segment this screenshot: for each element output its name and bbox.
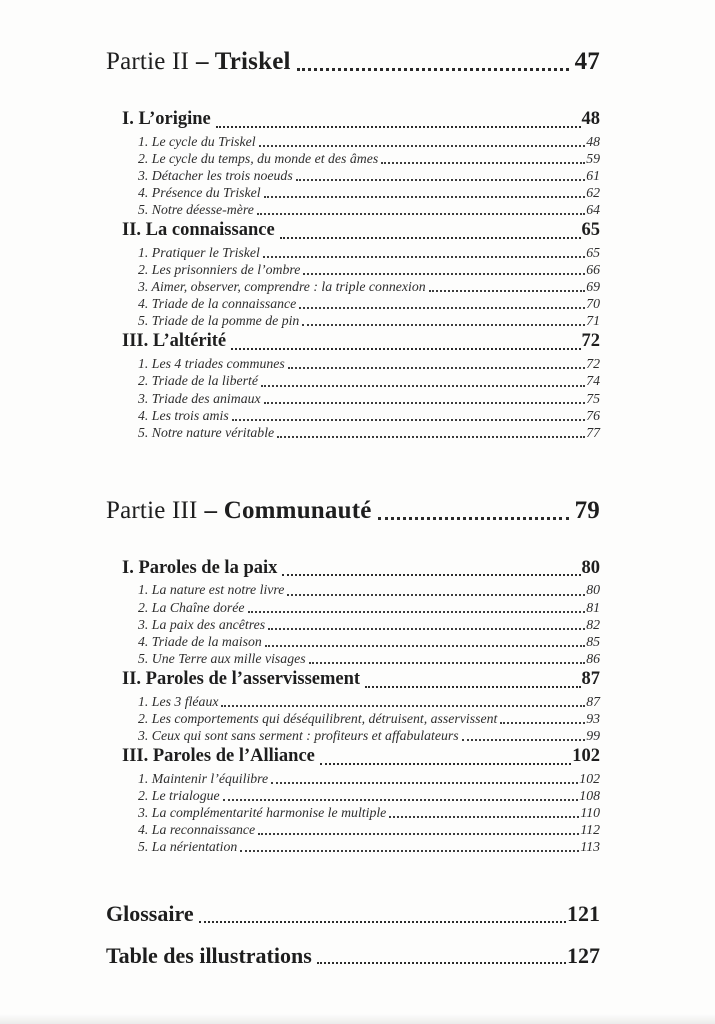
chapter-title: I. Paroles de la paix [122,557,278,578]
item-title: 4. La reconnaissance [138,822,256,838]
item-title: 4. Triade de la connaissance [138,296,297,312]
dot-leader [462,739,586,741]
toc-item-row [138,312,600,329]
item-title: 1. Maintenir l’équilibre [138,771,269,786]
chapter-row [122,744,600,770]
dot-leader [299,307,585,309]
dot-leader [240,850,579,852]
toc-item-row [138,770,600,787]
item-page-number: 59 [586,150,600,166]
chapter-page-number: 65 [581,220,600,241]
item-title: 5. La nérientation [138,839,238,855]
dot-leader [320,763,571,765]
item-page-number: 113 [580,839,600,855]
back-matter-row [106,943,600,969]
chapter-title: III. Paroles de l’Alliance [122,746,315,767]
item-title: 3. Ceux qui sont sans serment : profiteurs et affabulateurs [138,728,459,744]
toc-item-row [138,295,600,312]
chapter-list [106,556,600,856]
dot-leader [248,611,586,613]
item-page-number: 61 [586,167,600,183]
part-page-number: 79 [574,496,600,524]
chapter-title: II. La connaissance [122,220,275,241]
dot-leader [259,145,586,147]
item-page-number: 62 [586,184,600,200]
dot-leader [282,574,580,576]
dot-leader [264,402,586,404]
item-title: 5. Triade de la pomme de pin [138,313,300,329]
item-page-number: 81 [586,599,600,615]
item-page-number: 72 [586,356,600,372]
item-title: 1. Les 4 triades communes [138,356,285,372]
dot-leader [297,68,569,71]
toc-item-row [138,261,600,278]
item-title: 2. Le trialogue [138,788,220,804]
toc-item-row [138,167,600,184]
item-title: 3. Aimer, observer, comprendre : la triple connexion [138,279,426,295]
item-page-number: 80 [586,582,600,598]
chapter-list [106,107,600,441]
item-page-number: 87 [586,693,600,709]
dot-leader [309,662,586,664]
item-title: 3. La paix des ancêtres [138,616,266,632]
item-title: 2. Le cycle du temps, du monde et des âmes [138,150,379,166]
toc-item-row [138,633,600,650]
toc-item-row [138,727,600,744]
chapter-page-number: 87 [581,668,600,689]
dot-leader [389,816,579,818]
part-heading-row [106,48,600,77]
toc-item-row [138,616,600,633]
toc-part-section [106,497,600,856]
toc-item-row [138,838,600,855]
item-page-number: 75 [586,390,600,406]
dot-leader [381,162,585,164]
toc-item-row [138,201,600,218]
dot-leader [296,179,586,181]
toc-item-row [138,407,600,424]
item-title: 2. La Chaîne dorée [138,599,245,615]
toc-item-row [138,372,600,389]
dot-leader [263,256,585,258]
dot-leader [277,436,585,438]
back-matter-section [106,901,600,969]
item-page-number: 93 [586,710,600,726]
item-page-number: 86 [586,650,600,666]
item-page-number: 82 [586,616,600,632]
toc-item-row [138,599,600,616]
chapter-row [122,667,600,693]
toc-item-row [138,278,600,295]
toc-item-row [138,787,600,804]
item-title: 1. Pratiquer le Triskel [138,245,260,260]
dot-leader [302,324,585,326]
item-title: 3. Triade des animaux [138,390,261,406]
toc-item-row [138,581,600,598]
part-title: – Triskel [196,48,291,75]
item-title: 2. Les prisonniers de l’ombre [138,262,301,278]
dot-leader [268,628,585,630]
dot-leader [258,833,579,835]
item-page-number: 69 [586,279,600,295]
item-page-number: 66 [586,262,600,278]
item-page-number: 102 [579,771,600,786]
back-matter-page-number: 127 [567,942,600,968]
item-title: 4. Les trois amis [138,407,229,423]
dot-leader [261,385,585,387]
dot-leader [429,290,586,292]
chapter-page-number: 102 [572,746,600,767]
toc-item-row [138,390,600,407]
chapter-page-number: 72 [581,331,600,352]
toc-item-row [138,244,600,261]
dot-leader [216,126,581,128]
item-title: 2. Triade de la liberté [138,373,258,389]
dot-leader [221,705,585,707]
toc-item-row [138,710,600,727]
item-title: 2. Les comportements qui déséquilibrent, détruisent, asservissent [138,710,498,726]
chapter-title: III. L’altérité [122,331,227,352]
item-page-number: 76 [586,407,600,423]
item-page-number: 64 [586,202,600,218]
part-page-number: 47 [574,48,600,75]
item-page-number: 77 [586,424,600,440]
chapter-row [122,107,600,133]
toc-item-row [138,821,600,838]
item-title: 3. La complémentarité harmonise le multiple [138,805,387,821]
dot-leader [223,799,579,801]
toc-item-row [138,150,600,167]
chapter-title: I. L’origine [122,108,211,129]
item-page-number: 70 [586,296,600,312]
part-label: Partie III [106,496,198,524]
item-title: 5. Notre nature véritable [138,424,275,440]
chapter-row [122,556,600,582]
toc-item-row [138,133,600,150]
dot-leader [271,782,578,784]
item-title: 1. La nature est notre livre [138,582,285,598]
part-label: Partie II [106,48,190,75]
back-matter-row [106,901,600,927]
toc-item-row [138,424,600,441]
part-title: – Communauté [204,496,372,524]
item-page-number: 74 [586,373,600,389]
toc-item-row [138,184,600,201]
toc-item-row [138,693,600,710]
item-page-number: 48 [586,133,600,149]
back-matter-page-number: 121 [567,901,600,927]
chapter-page-number: 48 [581,108,600,129]
toc-content [106,48,600,969]
dot-leader [231,348,580,350]
dot-leader [500,722,585,724]
toc-item-row [138,355,600,372]
dot-leader [199,921,566,923]
toc-part-section [106,48,600,441]
chapter-row [122,329,600,355]
item-page-number: 99 [586,728,600,744]
item-title: 5. Notre déesse-mère [138,202,254,218]
item-title: 4. Triade de la maison [138,633,262,649]
item-title: 4. Présence du Triskel [138,184,261,200]
dot-leader [365,686,580,688]
dot-leader [288,367,585,369]
dot-leader [378,517,569,520]
back-matter-title: Table des illustrations [106,942,312,968]
item-title: 3. Détacher les trois noeuds [138,167,293,183]
item-page-number: 71 [586,313,600,329]
item-page-number: 65 [586,245,600,260]
dot-leader [303,273,585,275]
item-page-number: 110 [580,805,600,821]
item-title: 5. Une Terre aux mille visages [138,650,306,666]
chapter-title: II. Paroles de l’asservissement [122,668,361,689]
chapter-row [122,218,600,244]
item-title: 1. Le cycle du Triskel [138,133,256,149]
dot-leader [280,237,581,239]
dot-leader [232,419,585,421]
back-matter-title: Glossaire [106,901,194,927]
item-title: 1. Les 3 fléaux [138,693,219,709]
dot-leader [287,594,585,596]
item-page-number: 112 [580,822,600,838]
dot-leader [264,196,586,198]
dot-leader [265,645,585,647]
dot-leader [317,962,566,964]
item-page-number: 85 [586,633,600,649]
dot-leader [257,213,585,215]
item-page-number: 108 [579,788,600,804]
part-heading-row [106,497,600,526]
chapter-page-number: 80 [581,557,600,578]
toc-item-row [138,650,600,667]
toc-item-row [138,804,600,821]
